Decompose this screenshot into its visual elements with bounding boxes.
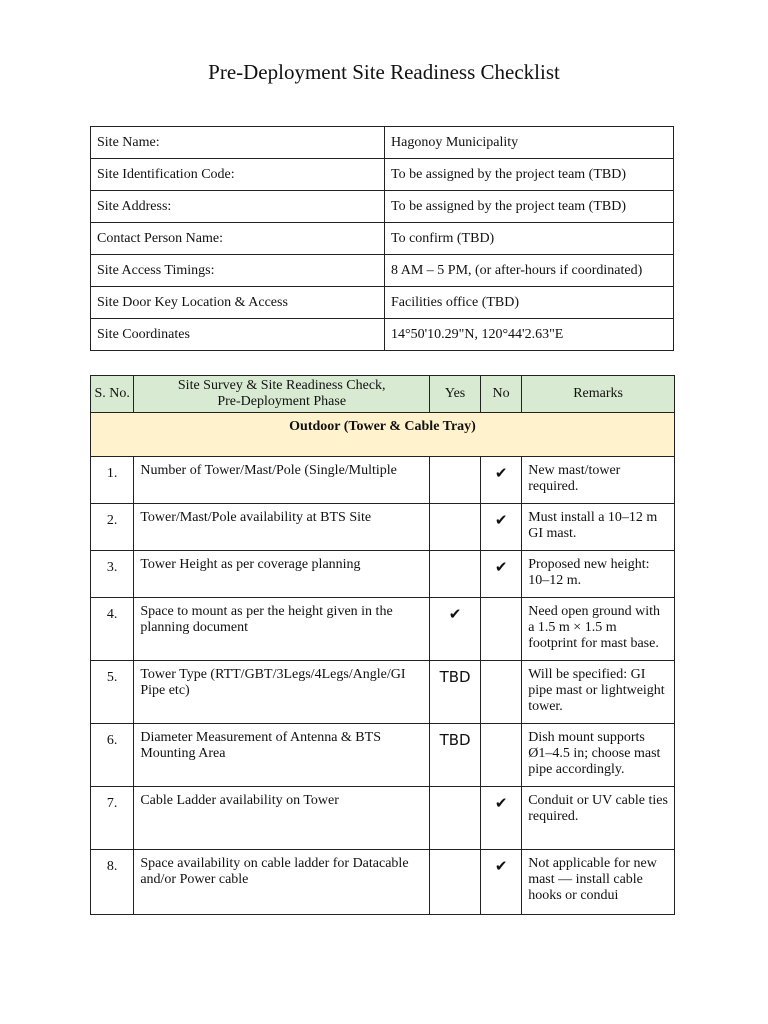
row-yes [430,551,481,598]
site-info-row [91,191,674,223]
row-check-item: Tower Type (RTT/GBT/3Legs/4Legs/Angle/GI Pipe etc) [134,661,430,724]
row-check-item: Cable Ladder availability on Tower [134,787,430,850]
row-check-item: Diameter Measurement of Antenna & BTS Mounting Area [134,724,430,787]
checklist-row [91,661,675,724]
row-sno: 7. [91,787,134,850]
site-info-value: 14°50'10.29"N, 120°44'2.63"E [385,319,674,351]
site-info-label: Site Name: [91,127,385,159]
site-info-label: Contact Person Name: [91,223,385,255]
site-info-table [90,126,674,351]
header-remarks: Remarks [522,376,675,413]
row-no: ✔ [481,787,522,850]
row-yes [430,787,481,850]
site-info-value: To be assigned by the project team (TBD) [385,191,674,223]
checklist-row [91,551,675,598]
site-info-label: Site Address: [91,191,385,223]
row-no [481,661,522,724]
header-check-line1: Site Survey & Site Readiness Check, [177,378,386,393]
checklist-header-row [91,376,675,413]
row-yes: TBD [430,724,481,787]
row-sno: 8. [91,850,134,915]
row-no: ✔ [481,850,522,915]
row-remarks: Proposed new height: 10–12 m. [522,551,675,598]
checklist-row [91,787,675,850]
row-yes [430,504,481,551]
row-remarks: Must install a 10–12 m GI mast. [522,504,675,551]
row-yes [430,850,481,915]
row-yes [430,457,481,504]
row-yes: TBD [430,661,481,724]
row-sno: 5. [91,661,134,724]
row-no [481,724,522,787]
site-info-row [91,287,674,319]
row-sno: 2. [91,504,134,551]
row-check-item: Space to mount as per the height given in the planning document [134,598,430,661]
row-check-item: Number of Tower/Mast/Pole (Single/Multiple [134,457,430,504]
row-remarks: Not applicable for new mast — install cable hooks or condui [522,850,675,915]
row-no: ✔ [481,457,522,504]
header-check [134,376,430,413]
checklist-row [91,504,675,551]
checklist-row [91,598,675,661]
site-info-label: Site Coordinates [91,319,385,351]
site-info-row [91,255,674,287]
site-info-row [91,223,674,255]
row-no [481,598,522,661]
site-info-value: To confirm (TBD) [385,223,674,255]
site-info-label: Site Identification Code: [91,159,385,191]
site-info-value: Hagonoy Municipality [385,127,674,159]
site-info-value: 8 AM – 5 PM, (or after-hours if coordinated) [385,255,674,287]
site-info-row [91,319,674,351]
row-remarks: Will be specified: GI pipe mast or lightweight tower. [522,661,675,724]
header-sno: S. No. [91,376,134,413]
header-check-line2: Pre-Deployment Phase [217,394,347,409]
site-info-value: Facilities office (TBD) [385,287,674,319]
row-check-item: Space availability on cable ladder for Datacable and/or Power cable [134,850,430,915]
row-sno: 4. [91,598,134,661]
row-yes: ✔ [430,598,481,661]
header-no: No [481,376,522,413]
header-yes: Yes [430,376,481,413]
row-check-item: Tower Height as per coverage planning [134,551,430,598]
row-sno: 3. [91,551,134,598]
row-remarks: New mast/tower required. [522,457,675,504]
page-title: Pre-Deployment Site Readiness Checklist [208,60,560,84]
site-info-row [91,127,674,159]
checklist-row [91,457,675,504]
row-remarks: Need open ground with a 1.5 m × 1.5 m footprint for mast base. [522,598,675,661]
row-remarks: Conduit or UV cable ties required. [522,787,675,850]
checklist-table [90,375,675,915]
row-sno: 1. [91,457,134,504]
row-no: ✔ [481,504,522,551]
section-title: Outdoor (Tower & Cable Tray) [91,413,675,457]
site-info-label: Site Access Timings: [91,255,385,287]
row-check-item: Tower/Mast/Pole availability at BTS Site [134,504,430,551]
site-info-label: Site Door Key Location & Access [91,287,385,319]
site-info-value: To be assigned by the project team (TBD) [385,159,674,191]
section-row [91,413,675,457]
checklist-row [91,850,675,915]
checklist-row [91,724,675,787]
row-remarks: Dish mount supports Ø1–4.5 in; choose mast pipe accordingly. [522,724,675,787]
site-info-row [91,159,674,191]
row-no: ✔ [481,551,522,598]
row-sno: 6. [91,724,134,787]
